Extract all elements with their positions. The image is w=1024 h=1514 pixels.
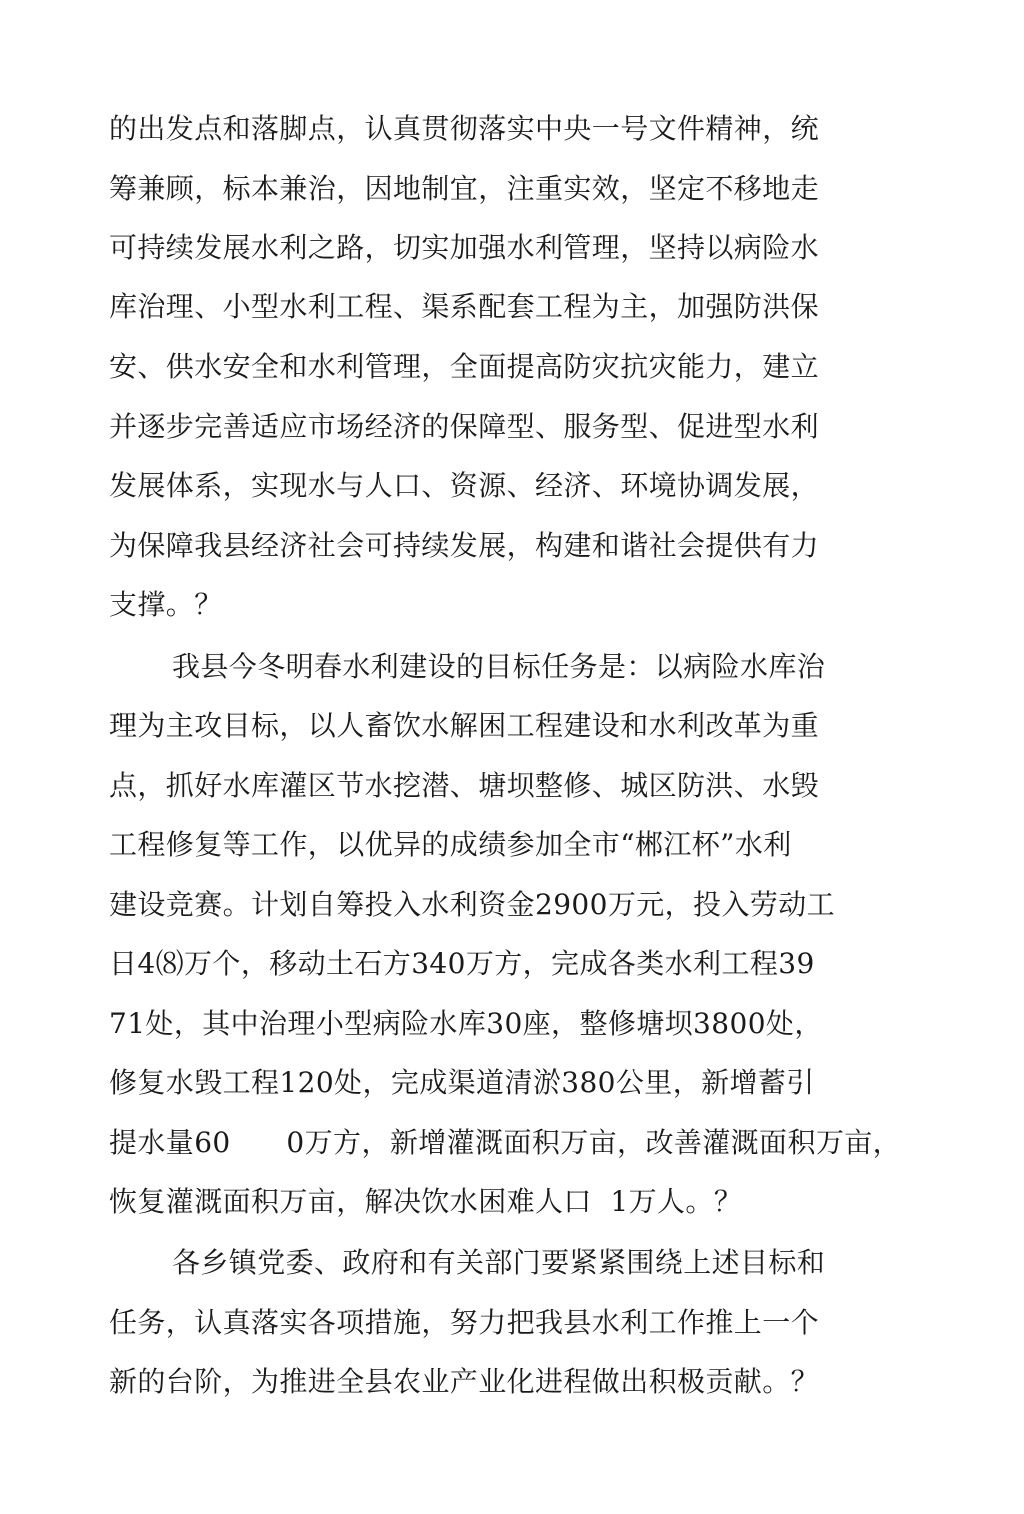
text-line: 任务，认真落实各项措施，努力把我县水利工作推上一个: [109, 1306, 820, 1339]
text-line: 71处，其中治理小型病险水库30座，整修塘坝3800处，: [109, 1007, 823, 1040]
text-line: 工程修复等工作，以优异的成绩参加全市“郴江杯”水利: [109, 828, 792, 861]
text-line: 日4⑻万个，移动土石方340万方，完成各类水利工程39: [109, 947, 815, 980]
text-line: 恢复灌溉面积万亩，解决饮水困难人口 1万人。？: [109, 1185, 743, 1218]
text-line: 修复水毁工程120处，完成渠道清淤380公里，新增蓄引: [109, 1066, 815, 1099]
paragraph-start-line: 各乡镇党委、政府和有关部门要紧紧围绕上述目标和: [172, 1246, 826, 1279]
text-line: 发展体系，实现水与人口、资源、经济、环境协调发展，: [109, 469, 820, 502]
text-line: 提水量60 0万方，新增灌溉面积万亩，改善灌溉面积万亩，: [109, 1126, 902, 1159]
text-line: 为保障我县经济社会可持续发展，构建和谐社会提供有力: [109, 529, 820, 562]
paragraph-start-line: 我县今冬明春水利建设的目标任务是：以病险水库治: [172, 650, 826, 683]
text-line: 支撑。？: [109, 588, 223, 621]
text-line: 筹兼顾，标本兼治，因地制宜，注重实效，坚定不移地走: [109, 172, 820, 205]
text-line: 建设竞赛。计划自筹投入水利资金2900万元，投入劳动工: [109, 888, 836, 921]
text-line: 库治理、小型水利工程、渠系配套工程为主，加强防洪保: [109, 290, 820, 323]
text-line: 安、供水安全和水利管理，全面提高防灾抗灾能力，建立: [109, 350, 820, 383]
text-line: 理为主攻目标，以人畜饮水解困工程建设和水利改革为重: [109, 709, 820, 742]
text-line: 并逐步完善适应市场经济的保障型、服务型、促进型水利: [109, 410, 820, 443]
text-line: 点，抓好水库灌区节水挖潜、塘坝整修、城区防洪、水毁: [109, 769, 820, 802]
text-line: 可持续发展水利之路，切实加强水利管理，坚持以病险水: [109, 231, 820, 264]
text-line: 的出发点和落脚点，认真贯彻落实中央一号文件精神，统: [109, 112, 820, 145]
text-line: 新的台阶，为推进全县农业产业化进程做出积极贡献。？: [109, 1365, 820, 1398]
